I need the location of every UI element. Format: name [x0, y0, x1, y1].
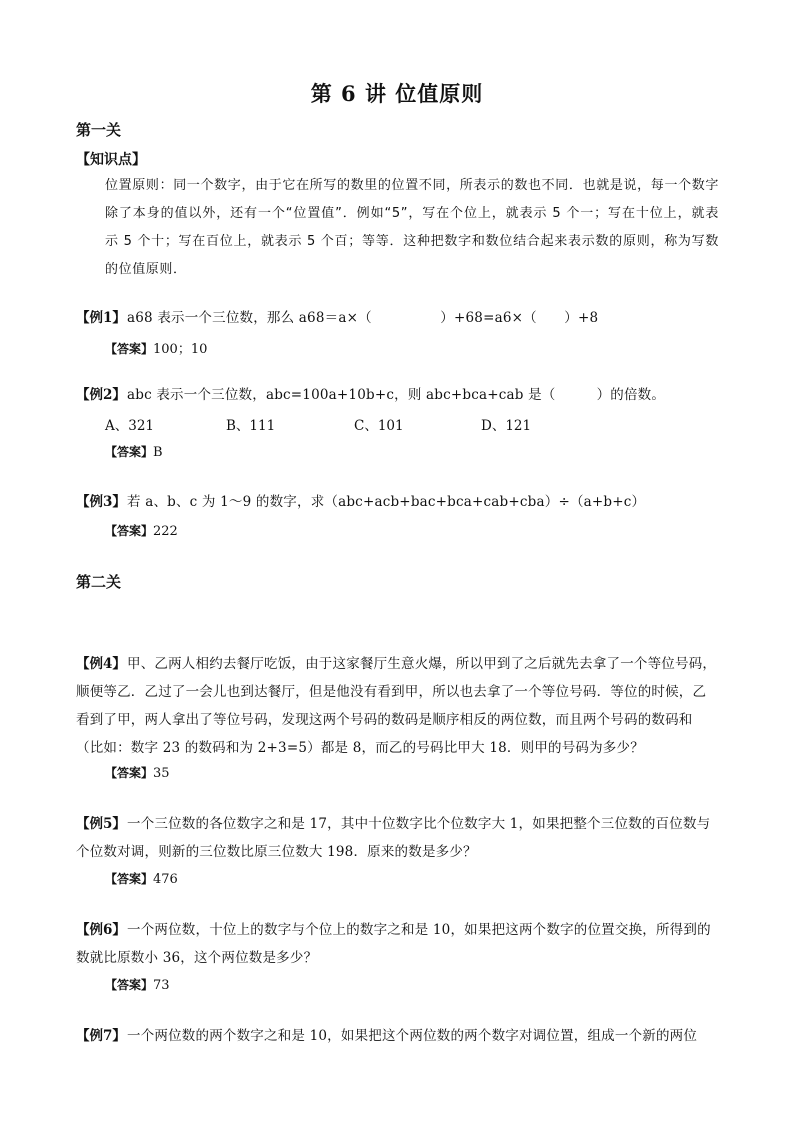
answer-tag: 【答案】: [105, 445, 154, 459]
option-a: A、321: [105, 418, 155, 434]
example-label: 【例1】: [76, 310, 126, 326]
example-label: 【例6】: [76, 922, 126, 938]
knowledge-label: 【知识点】: [76, 152, 146, 168]
answer-value: 35: [153, 766, 170, 781]
example-1: [76, 304, 718, 332]
section-heading-1: 第一关: [76, 121, 122, 139]
example-label: 【例7】: [76, 1028, 126, 1044]
example-2: [76, 381, 718, 409]
example-label: 【例2】: [76, 387, 126, 403]
answer-tag: 【答案】: [105, 766, 154, 780]
example-2-answer: [105, 443, 163, 460]
knowledge-text: 位置原则：同一个数字，由于它在所写的数里的位置不同，所表示的数也不同．也就是说，每一个数字除了本身的值以外，还有一个“位置值”．例如“5”，写在个位上，就表示 5 个一；写在十位上，就表示 5 个十；写在百位上，就表示 5 个百；等等．这种把数字和数位结合起来表示数的原则，称为写数的位值原则．: [105, 178, 719, 277]
example-5: [76, 810, 718, 866]
example-6: [76, 916, 718, 972]
answer-value: 73: [153, 978, 170, 993]
example-label: 【例4】: [76, 656, 126, 672]
example-question: 一个两位数的两个数字之和是 10，如果把这个两位数的两个数字对调位置，组成一个新的两位: [127, 1028, 698, 1044]
page-title: 第 6 讲 位值原则: [310, 81, 484, 106]
example-question: 甲、乙两人相约去餐厅吃饭，由于这家餐厅生意火爆，所以甲到了之后就先去拿了一个等位号码，顺便等乙．乙过了一会儿也到达餐厅，但是他没有看到甲，所以也去拿了一个等位号码．等位的时候，乙看到了甲，两人拿出了等位号码，发现这两个号码的数码是顺序相反的两位数，而且两个号码的数码和（比如：数字 23 的数码和为 2+3=5）都是 8，而乙的号码比甲大 18．则甲的号码为多少？: [76, 656, 717, 756]
example-3-answer: [105, 522, 178, 539]
example-5-answer: [105, 870, 178, 887]
answer-tag: 【答案】: [105, 872, 154, 886]
answer-tag: 【答案】: [105, 524, 154, 538]
answer-value: 100；10: [153, 342, 208, 357]
example-7: [76, 1022, 718, 1050]
example-4-answer: [105, 764, 170, 781]
example-6-answer: [105, 976, 170, 993]
example-question: 一个三位数的各位数字之和是 17，其中十位数字比个位数字大 1，如果把整个三位数的百位数与个位数对调，则新的三位数比原三位数大 198．原来的数是多少？: [76, 816, 711, 860]
option-c: C、101: [354, 418, 404, 434]
example-question: a68 表示一个三位数，那么 a68＝a×（ ）+68=a6×（ ）+8: [127, 310, 599, 326]
example-2-options: [105, 414, 665, 436]
answer-tag: 【答案】: [105, 342, 154, 356]
example-label: 【例5】: [76, 816, 126, 832]
section-heading-2: 第二关: [76, 573, 122, 591]
answer-value: 222: [153, 524, 178, 539]
example-question: 一个两位数，十位上的数字与个位上的数字之和是 10，如果把这两个数字的位置交换，所得到的数就比原数小 36，这个两位数是多少？: [76, 922, 711, 966]
option-d: D、121: [481, 418, 532, 434]
answer-value: 476: [153, 872, 178, 887]
answer-tag: 【答案】: [105, 978, 154, 992]
example-3: [76, 488, 718, 516]
option-b: B、111: [226, 418, 276, 434]
answer-value: B: [153, 445, 163, 460]
example-question: abc 表示一个三位数，abc=100a+10b+c，则 abc+bca+cab 是（ ）的倍数。: [127, 387, 666, 403]
example-label: 【例3】: [76, 494, 126, 510]
example-question: 若 a、b、c 为 1～9 的数字，求（abc+acb+bac+bca+cab+cba）÷（a+b+c）: [127, 494, 646, 510]
example-4: [76, 650, 718, 762]
example-1-answer: [105, 338, 207, 357]
